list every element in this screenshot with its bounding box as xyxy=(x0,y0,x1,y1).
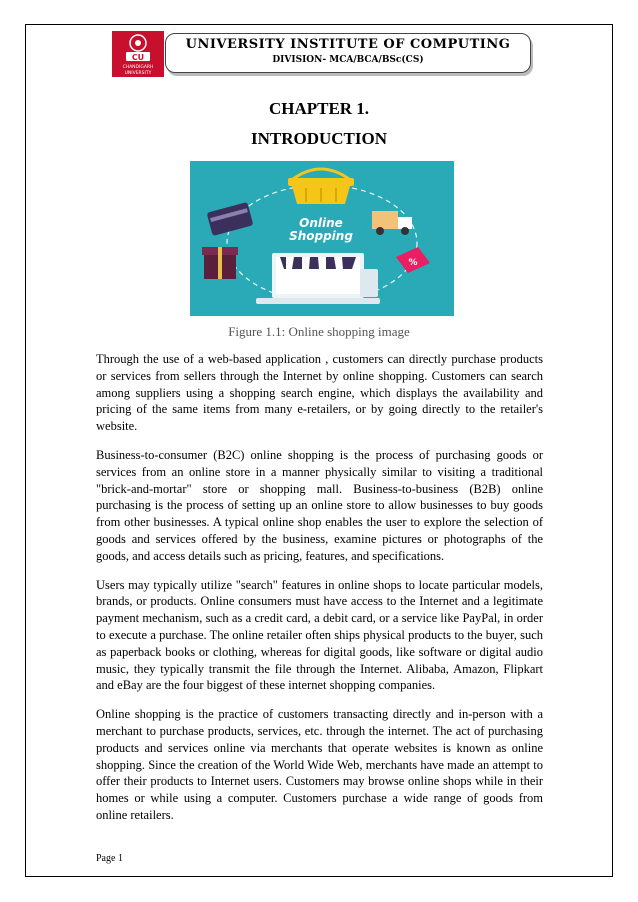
logo-abbreviation: CU xyxy=(131,53,145,62)
page-number: Page 1 xyxy=(96,853,123,864)
paragraph-4: Online shopping is the practice of customers transacting directly and in-person with a merchant to purchase products, services, etc. through the internet. The act of purchasing products and services online via merchants that operate websites is known as online shopping. Since the creation of the World Wide Web, merchants have made an attempt to offer their products to Internet users. Customers may browse online shops while in their homes or while using a computer. Customers purchase a wide range of goods from online retailers. xyxy=(96,707,543,822)
chapter-number: CHAPTER 1. xyxy=(268,99,370,118)
discount-tag-label: % xyxy=(408,258,418,268)
gift-box-icon xyxy=(202,247,238,279)
paragraph-2: Business-to-consumer (B2C) online shopping is the process of purchasing goods or services from an online store in a manner physically similar to visiting a traditional "brick-and-mortar" store or shopping mall. Business-to-business (B2B) online purchasing is the process of setting up an online store to allow businesses to buy goods from other businesses. A typical online shop enables the user to explore the selection of goods and services offered by the business, examine pictures or photographs of the goods, and access details such as pricing, features, and specifications. xyxy=(96,447,543,563)
online-shopping-figure xyxy=(190,161,454,316)
university-logo xyxy=(112,31,164,77)
laptop-storefront-icon xyxy=(256,253,380,304)
figure-caption: Figure 1.1: Online shopping image xyxy=(228,324,410,339)
institute-title: UNIVERSITY INSTITUTE OF COMPUTING xyxy=(185,37,511,52)
logo-name-line1: CHANDIGARH xyxy=(122,65,154,70)
paragraph-1: Through the use of a web-based application , customers can directly purchase products or services from sellers through the Internet by online shopping. Customers can search among suppliers using a shopping search engine, which displays the availability and pricing of the same items from many e-retailers, or by going directly to the retailer's website. xyxy=(96,352,543,434)
university-logo-icon xyxy=(112,31,164,77)
paragraph-3: Users may typically utilize "search" features in online shops to locate particular models, brands, or products. Online consumers must have access to the Internet and a legitimate payment mechanism, such as a credit card, a debit card, or a service like PayPal, in order to execute a purchase. The online retailer often ships physical products to the buyer, such as paperback books or clothing, whereas for digital goods, like software or digital audio music, they typically transmit the file through the Internet. Alibaba, Amazon, Flipkart and eBay are the four biggest of these internet shopping companies. xyxy=(96,577,543,693)
institute-banner xyxy=(165,33,531,73)
logo-name-line2: UNIVERSITY xyxy=(124,71,152,76)
image-text-online: Online xyxy=(299,216,343,230)
chapter-title: INTRODUCTION xyxy=(250,129,388,148)
online-shopping-illustration xyxy=(190,161,454,316)
body-text xyxy=(96,351,543,836)
image-text-shopping: Shopping xyxy=(289,229,353,243)
division-subtitle: DIVISION- MCA/BCA/BSc(CS) xyxy=(272,55,424,65)
